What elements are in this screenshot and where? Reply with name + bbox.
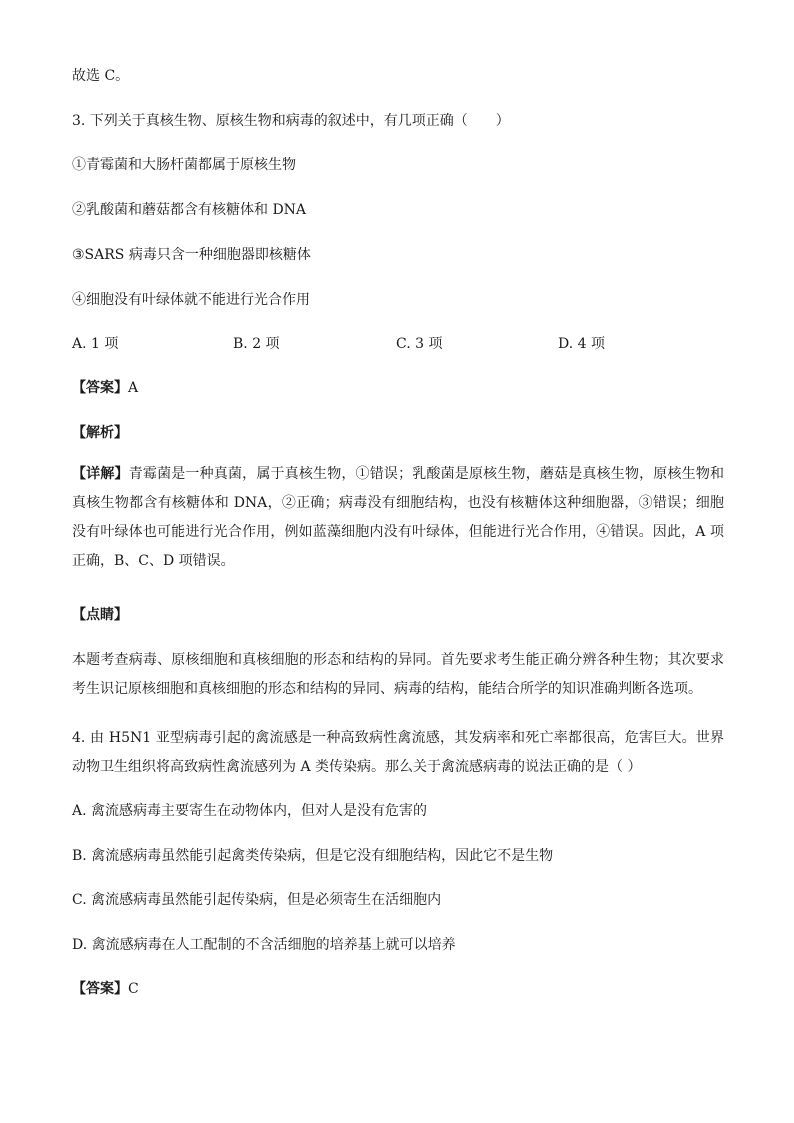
q4-option-b: B. 禽流感病毒虽然能引起禽类传染病，但是它没有细胞结构，因此它不是生物 [72, 848, 554, 864]
q3-analysis-heading [72, 423, 128, 443]
q3-answer [72, 378, 138, 398]
q3-highlight-text: 本题考查病毒、原核细胞和真核细胞的形态和结构的异同。首先要求考生能正确分辨各种生物；其次要求考生识记原核细胞和真核细胞的形态和结构的异同、病毒的结构，能结合所学的知识准确判断各选项。 [72, 652, 724, 697]
answer-value: A [128, 380, 139, 396]
detail-text: 青霉菌是一种真菌，属于真核生物，①错误；乳酸菌是原核生物，蘑菇是真核生物，原核生物和真核生物都含有核糖体和 DNA，②正确；病毒没有细胞结构，也没有核糖体这种细胞器，③错误；细胞没有叶绿体也可能进行光合作用，例如蓝藻细胞内没有叶绿体，但能进行光合作用，④错误。因此，A 项正确，B、C、D 项错误。 [72, 466, 725, 569]
answer-label: 【答案】 [72, 981, 128, 997]
answer-label: 【答案】 [72, 380, 128, 396]
q3-highlight-heading [72, 605, 128, 625]
question-3-stem: 3. 下列关于真核生物、原核生物和病毒的叙述中，有几项正确（ ） [72, 113, 510, 129]
q3-option-c: C. 3 项 [396, 336, 443, 352]
detail-label: 【详解】 [72, 466, 129, 482]
q3-statement-2: ②乳酸菌和蘑菇都含有核糖体和 DNA [72, 202, 307, 218]
q3-option-a: A. 1 项 [72, 336, 119, 352]
q3-option-b: B. 2 项 [233, 336, 280, 352]
q3-statement-1: ①青霉菌和大肠杆菌都属于原核生物 [72, 157, 296, 173]
q4-option-d: D. 禽流感病毒在人工配制的不含活细胞的培养基上就可以培养 [72, 937, 456, 953]
question-4-stem: 4. 由 H5N1 亚型病毒引起的禽流感是一种高致病性禽流感，其发病率和死亡率都很高，危害巨大。世界动物卫生组织将高致病性禽流感列为 A 类传染病。那么关于禽流感病毒的说法正确的是（ ） [72, 730, 724, 775]
highlight-label: 【点睛】 [72, 607, 128, 623]
answer-value: C [128, 981, 139, 997]
q4-answer [72, 979, 139, 999]
q4-option-a: A. 禽流感病毒主要寄生在动物体内，但对人是没有危害的 [72, 803, 428, 819]
q3-statement-3: ③SARS 病毒只含一种细胞器即核糖体 [72, 247, 311, 263]
q4-option-c: C. 禽流感病毒虽然能引起传染病，但是必须寄生在活细胞内 [72, 892, 442, 908]
analysis-label: 【解析】 [72, 425, 128, 441]
q3-statement-4: ④细胞没有叶绿体就不能进行光合作用 [72, 292, 310, 308]
q3-option-d: D. 4 项 [558, 336, 605, 352]
q3-detail [72, 460, 724, 576]
previous-answer-conclusion: 故选 C。 [72, 68, 130, 84]
